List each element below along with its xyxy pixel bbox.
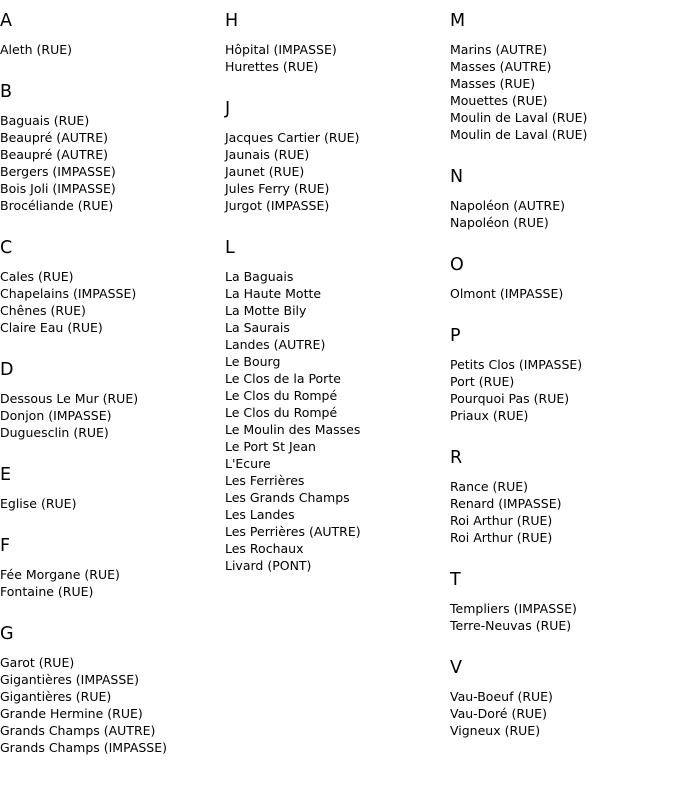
letter-group (0, 359, 220, 441)
street-entry: Livard (PONT) (225, 558, 312, 573)
street-entry: Hurettes (RUE) (225, 59, 319, 74)
street-entry: Vau-Doré (RUE) (450, 706, 547, 721)
street-entry: Moulin de Laval (RUE) (450, 127, 588, 142)
street-entry: Les Rochaux (225, 541, 304, 556)
street-list (450, 197, 670, 231)
street-entry: Priaux (RUE) (450, 408, 529, 423)
letter-group (225, 98, 445, 214)
street-entry: Mouettes (RUE) (450, 93, 548, 108)
street-entry: Masses (AUTRE) (450, 59, 552, 74)
street-entry: Landes (AUTRE) (225, 337, 326, 352)
letter-group (450, 10, 670, 143)
street-entry: La Baguais (225, 269, 294, 284)
street-entry: Les Landes (225, 507, 295, 522)
letter-group (225, 237, 445, 574)
street-index-column-2 (225, 10, 445, 597)
street-list (0, 41, 220, 58)
street-entry: Les Perrières (AUTRE) (225, 524, 361, 539)
street-entry: Olmont (IMPASSE) (450, 286, 564, 301)
letter-heading: T (450, 570, 461, 590)
street-entry: Les Ferrières (225, 473, 305, 488)
letter-heading: C (0, 238, 13, 258)
street-entry: L'Ecure (225, 456, 271, 471)
street-entry: Beaupré (AUTRE) (0, 130, 108, 145)
street-entry: Le Clos du Rompé (225, 388, 338, 403)
street-entry: Beaupré (AUTRE) (0, 147, 108, 162)
letter-group (0, 81, 220, 214)
street-entry: Jacques Cartier (RUE) (225, 130, 360, 145)
street-entry: Templiers (IMPASSE) (450, 601, 577, 616)
street-list (0, 495, 220, 512)
letter-heading: P (450, 326, 461, 346)
street-entry: Le Moulin des Masses (225, 422, 361, 437)
street-entry: Les Grands Champs (225, 490, 350, 505)
letter-heading: R (450, 448, 463, 468)
street-entry: Gigantières (RUE) (0, 689, 112, 704)
street-list (450, 356, 670, 424)
street-entry: Terre-Neuvas (RUE) (450, 618, 572, 633)
letter-heading: L (225, 238, 235, 258)
street-entry: La Saurais (225, 320, 290, 335)
street-list (225, 268, 445, 574)
street-list (450, 285, 670, 302)
letter-heading: M (450, 11, 466, 31)
street-entry: Aleth (RUE) (0, 42, 72, 57)
letter-heading: E (0, 465, 12, 485)
street-list (450, 600, 670, 634)
letter-heading: G (0, 624, 14, 644)
street-entry: Jurgot (IMPASSE) (225, 198, 330, 213)
letter-heading: V (450, 658, 462, 678)
street-entry: Marins (AUTRE) (450, 42, 548, 57)
street-list (0, 268, 220, 336)
street-list (0, 112, 220, 214)
street-list (450, 41, 670, 143)
street-entry: Bois Joli (IMPASSE) (0, 181, 116, 196)
letter-heading: H (225, 11, 239, 31)
street-entry: Renard (IMPASSE) (450, 496, 562, 511)
street-entry: Jules Ferry (RUE) (225, 181, 330, 196)
street-entry: Vau-Boeuf (RUE) (450, 689, 553, 704)
street-entry: Brocéliande (RUE) (0, 198, 114, 213)
street-entry: Hôpital (IMPASSE) (225, 42, 337, 57)
street-entry: Jaunais (RUE) (225, 147, 310, 162)
letter-group (0, 535, 220, 600)
letter-group (450, 325, 670, 424)
street-entry: Chênes (RUE) (0, 303, 86, 318)
street-entry: Donjon (IMPASSE) (0, 408, 112, 423)
street-list (0, 654, 220, 756)
street-entry: Bergers (IMPASSE) (0, 164, 116, 179)
street-entry: Le Clos du Rompé (225, 405, 338, 420)
letter-heading: O (450, 255, 464, 275)
street-entry: Napoléon (RUE) (450, 215, 549, 230)
street-list (225, 129, 445, 214)
street-entry: Le Bourg (225, 354, 281, 369)
letter-heading: D (0, 360, 14, 380)
street-list (450, 478, 670, 546)
street-entry: Duguesclin (RUE) (0, 425, 109, 440)
street-entry: Grands Champs (AUTRE) (0, 723, 156, 738)
street-entry: Vigneux (RUE) (450, 723, 541, 738)
letter-group (0, 237, 220, 336)
letter-group (0, 464, 220, 512)
street-index-column-3 (450, 10, 670, 762)
street-entry: Le Clos de la Porte (225, 371, 341, 386)
letter-group (0, 10, 220, 58)
street-entry: Napoléon (AUTRE) (450, 198, 565, 213)
street-entry: La Haute Motte (225, 286, 322, 301)
street-entry: Roi Arthur (RUE) (450, 513, 553, 528)
street-entry: Roi Arthur (RUE) (450, 530, 553, 545)
letter-group (450, 657, 670, 739)
street-list (225, 41, 445, 75)
street-entry: Garot (RUE) (0, 655, 75, 670)
letter-heading: A (0, 11, 12, 31)
street-list (450, 688, 670, 739)
letter-heading: F (0, 536, 11, 556)
street-entry: Eglise (RUE) (0, 496, 77, 511)
street-entry: Rance (RUE) (450, 479, 529, 494)
letter-heading: B (0, 82, 13, 102)
street-entry: Grande Hermine (RUE) (0, 706, 143, 721)
street-list (0, 390, 220, 441)
street-entry: Dessous Le Mur (RUE) (0, 391, 139, 406)
street-index-column-1 (0, 10, 220, 779)
street-entry: La Motte Bily (225, 303, 307, 318)
street-entry: Port (RUE) (450, 374, 515, 389)
street-entry: Masses (RUE) (450, 76, 536, 91)
letter-group (450, 166, 670, 231)
street-entry: Fée Morgane (RUE) (0, 567, 120, 582)
street-entry: Gigantières (IMPASSE) (0, 672, 140, 687)
letter-heading: N (450, 167, 464, 187)
letter-heading: J (225, 99, 231, 119)
street-entry: Fontaine (RUE) (0, 584, 94, 599)
street-entry: Grands Champs (IMPASSE) (0, 740, 168, 755)
street-entry: Pourquoi Pas (RUE) (450, 391, 570, 406)
letter-group (225, 10, 445, 75)
street-entry: Le Port St Jean (225, 439, 316, 454)
street-entry: Claire Eau (RUE) (0, 320, 103, 335)
letter-group (450, 569, 670, 634)
street-entry: Moulin de Laval (RUE) (450, 110, 588, 125)
street-entry: Cales (RUE) (0, 269, 74, 284)
street-entry: Chapelains (IMPASSE) (0, 286, 137, 301)
street-entry: Jaunet (RUE) (225, 164, 305, 179)
street-entry: Petits Clos (IMPASSE) (450, 357, 583, 372)
street-entry: Baguais (RUE) (0, 113, 90, 128)
letter-group (450, 254, 670, 302)
letter-group (0, 623, 220, 756)
letter-group (450, 447, 670, 546)
street-list (0, 566, 220, 600)
